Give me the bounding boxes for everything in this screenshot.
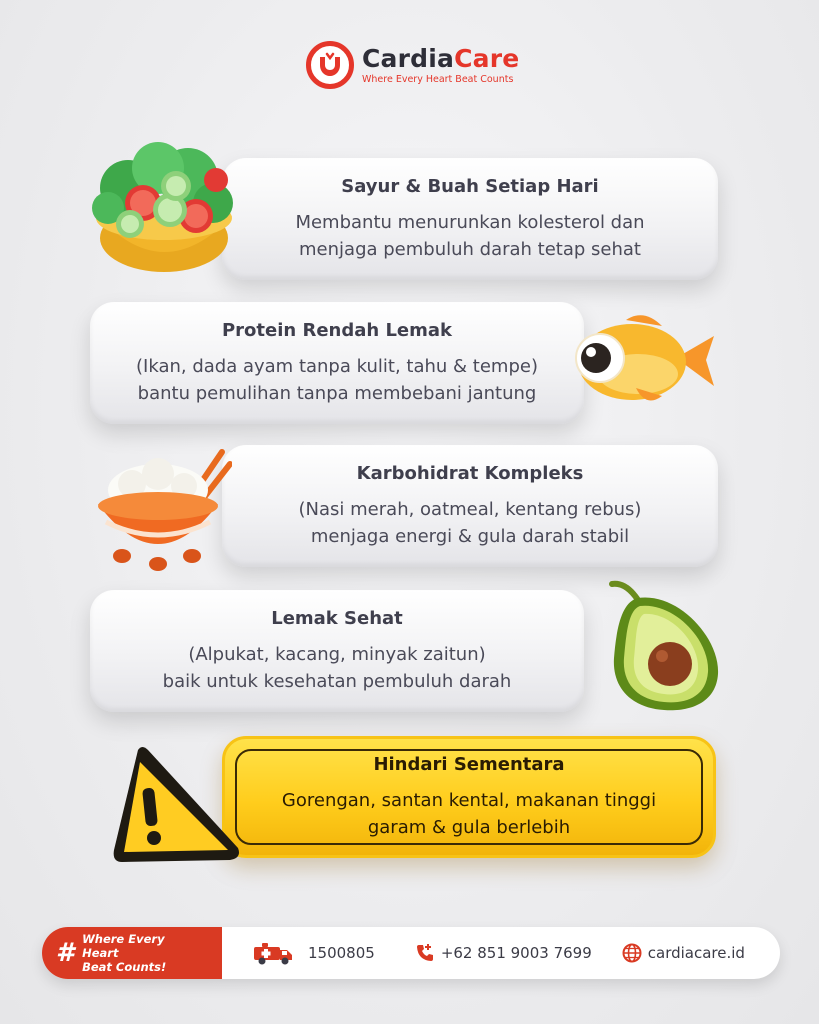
warning-body xyxy=(237,787,701,841)
brand-name-part2: Care xyxy=(454,43,520,73)
fish-icon xyxy=(566,308,716,410)
footer-phone[interactable] xyxy=(415,943,592,963)
warning-body-line: garam & gula berlebih xyxy=(367,816,571,838)
hashtag-text xyxy=(82,932,202,974)
warning-body-line: Gorengan, santan kental, makanan tinggi xyxy=(281,789,657,811)
card-body-line: (Nasi merah, oatmeal, kentang rebus) xyxy=(298,498,642,520)
rice-bowl-icon xyxy=(92,444,232,576)
card-title: Protein Rendah Lemak xyxy=(221,319,453,341)
brand-name xyxy=(362,43,520,73)
card-lean-protein xyxy=(90,302,584,424)
card-body-line: Membantu menurunkan kolesterol dan xyxy=(295,211,645,233)
card-body xyxy=(222,496,718,550)
brand-name-part1: Cardia xyxy=(362,43,455,73)
card-body-line: bantu pemulihan tanpa membebani jantung xyxy=(137,382,537,404)
warning-sign-icon xyxy=(108,744,244,868)
salad-bowl-icon xyxy=(88,128,240,280)
brand-tagline: Where Every Heart Beat Counts xyxy=(362,73,514,85)
card-body xyxy=(90,641,584,695)
ambulance-icon xyxy=(252,941,294,965)
card-body-line: menjaga pembuluh darah tetap sehat xyxy=(299,238,641,260)
card-body-line: (Ikan, dada ayam tanpa kulit, tahu & tempe) xyxy=(136,355,538,377)
card-body-line: (Alpukat, kacang, minyak zaitun) xyxy=(188,643,486,665)
card-complex-carbs xyxy=(222,445,718,567)
footer-hashtag-badge xyxy=(42,927,222,979)
globe-icon xyxy=(622,943,642,963)
brand-logo xyxy=(306,40,519,90)
card-avoid-warning xyxy=(222,736,716,858)
card-body-line: menjaga energi & gula darah stabil xyxy=(310,525,630,547)
card-title: Lemak Sehat xyxy=(271,607,403,629)
heart-logo-icon xyxy=(306,41,354,89)
ambulance-number: 1500805 xyxy=(308,944,375,962)
card-healthy-fats xyxy=(90,590,584,712)
card-title: Sayur & Buah Setiap Hari xyxy=(341,175,599,197)
footer-ambulance[interactable] xyxy=(252,941,375,965)
avocado-icon xyxy=(598,578,724,714)
card-body xyxy=(222,209,718,263)
footer-website[interactable] xyxy=(622,943,745,963)
website-url: cardiacare.id xyxy=(647,944,745,962)
phone-icon xyxy=(415,943,435,963)
phone-number: +62 851 9003 7699 xyxy=(440,944,592,962)
hashtag-line: Where Every Heart xyxy=(82,932,165,960)
card-body xyxy=(90,353,584,407)
hashtag-icon: # xyxy=(56,938,75,968)
warning-title: Hindari Sementara xyxy=(373,753,565,775)
card-body-line: baik untuk kesehatan pembuluh darah xyxy=(162,670,512,692)
footer-bar xyxy=(42,927,780,979)
card-title: Karbohidrat Kompleks xyxy=(356,462,584,484)
hashtag-line: Beat Counts! xyxy=(82,960,167,974)
card-vegetables-fruits xyxy=(222,158,718,280)
warning-inner-frame xyxy=(235,749,703,845)
